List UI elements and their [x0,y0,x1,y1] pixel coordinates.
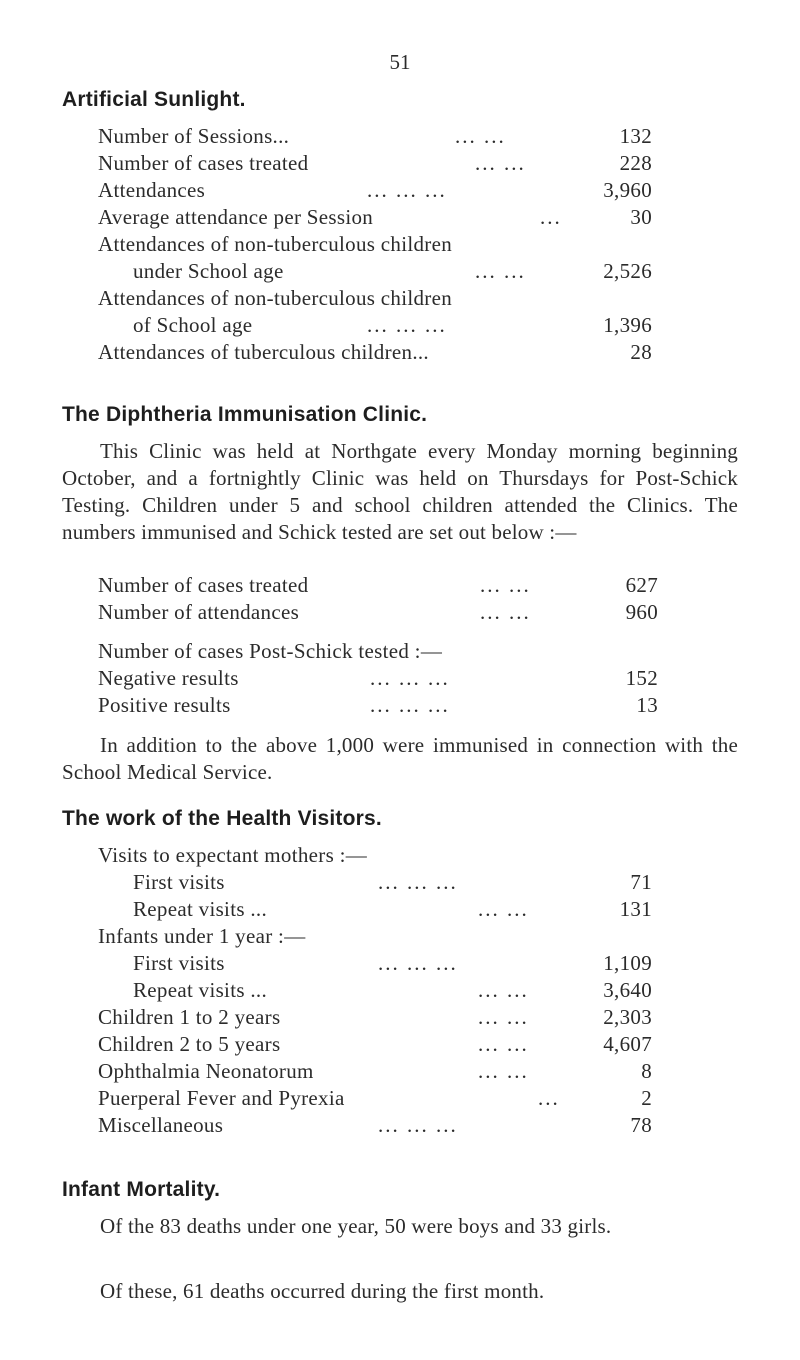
diphtheria-dots: ... ... [480,600,531,624]
sunlight-row: Attendances of tuberculous children... [98,340,429,364]
infant-mortality-paragraph-2: Of these, 61 deaths occurred during the first month. [100,1279,545,1303]
sunlight-row: Attendances [98,178,206,202]
diphtheria-paragraph: This Clinic was held at Northgate every Monday morning beginning October, and a fortnightly Clinic was held on Thursdays for Post-Schick Testing. Children under 5 and school children attended the Clinics. The numbers immunised and Schick tested are set out below :— [62,439,738,544]
visits-value: 3,640 [603,978,652,1002]
visits-value: 1,109 [603,951,652,975]
sunlight-value: 228 [619,151,652,175]
sunlight-row: Attendances of non-tuberculous children [98,232,453,256]
page-number: 51 [389,50,411,74]
visits-value: 71 [630,870,652,894]
visits-value: 2,303 [603,1005,652,1029]
sunlight-dots: ... ... ... [367,178,447,202]
visits-dots: ... ... [478,1005,529,1029]
post-schick-row: Positive results [98,693,231,717]
post-schick-dots: ... ... ... [370,666,450,690]
visits-dots: ... ... ... [378,1113,458,1137]
sunlight-value: 1,396 [603,313,652,337]
post-schick-value: 152 [625,666,658,690]
diphtheria-value: 960 [625,600,658,624]
visits-dots: ... ... ... [378,870,458,894]
visits-row: First visits [133,870,225,894]
diphtheria-row: Number of cases treated [98,573,309,597]
sunlight-row: of School age [133,313,253,337]
diphtheria-value: 627 [625,573,658,597]
post-schick-label: Number of cases Post-Schick tested :— [98,639,443,663]
expectant-mothers-label: Visits to expectant mothers :— [98,843,368,867]
sunlight-row: Number of cases treated [98,151,309,175]
sunlight-value: 30 [630,205,652,229]
visits-dots: ... ... [478,897,529,921]
visits-dots: ... ... [478,1059,529,1083]
visits-row: Children 2 to 5 years [98,1032,281,1056]
sunlight-row: Number of Sessions... [98,124,290,148]
sunlight-row: Average attendance per Session [98,205,374,229]
visits-row: Ophthalmia Neonatorum [98,1059,314,1083]
sunlight-value: 28 [630,340,652,364]
infants-label: Infants under 1 year :— [98,924,306,948]
diphtheria-addition-paragraph: In addition to the above 1,000 were immunised in connection with the School Medical Service. [62,733,738,784]
visits-row: First visits [133,951,225,975]
sunlight-dots: ... ... [475,151,526,175]
visits-row: Children 1 to 2 years [98,1005,281,1029]
post-schick-dots: ... ... ... [370,693,450,717]
visits-value: 8 [641,1059,652,1083]
infant-mortality-paragraph: Of the 83 deaths under one year, 50 were boys and 33 girls. [100,1214,612,1238]
post-schick-row: Negative results [98,666,239,690]
sunlight-dots: ... ... [475,259,526,283]
section-heading-diphtheria: The Diphtheria Immunisation Clinic. [62,403,428,426]
sunlight-dots: ... ... ... [367,313,447,337]
visits-row: Repeat visits ... [133,897,268,921]
sunlight-value: 3,960 [603,178,652,202]
visits-row: Repeat visits ... [133,978,268,1002]
visits-value: 78 [630,1113,652,1137]
sunlight-value: 132 [619,124,652,148]
sunlight-value: 2,526 [603,259,652,283]
sunlight-row: under School age [133,259,284,283]
visits-dots: ... ... ... [378,951,458,975]
sunlight-row: Attendances of non-tuberculous children [98,286,453,310]
sunlight-dots: ... [540,205,562,229]
visits-dots: ... [538,1086,560,1110]
section-heading-infant-mortality: Infant Mortality. [62,1178,221,1201]
visits-dots: ... ... [478,1032,529,1056]
diphtheria-dots: ... ... [480,573,531,597]
section-heading-artificial-sunlight: Artificial Sunlight. [62,88,246,111]
diphtheria-row: Number of attendances [98,600,300,624]
visits-row: Puerperal Fever and Pyrexia [98,1086,345,1110]
visits-value: 4,607 [603,1032,652,1056]
sunlight-dots: ... ... [455,124,506,148]
section-heading-health-visitors: The work of the Health Visitors. [62,807,382,830]
visits-value: 2 [641,1086,652,1110]
visits-value: 131 [619,897,652,921]
visits-dots: ... ... [478,978,529,1002]
post-schick-value: 13 [636,693,658,717]
visits-row: Miscellaneous [98,1113,224,1137]
